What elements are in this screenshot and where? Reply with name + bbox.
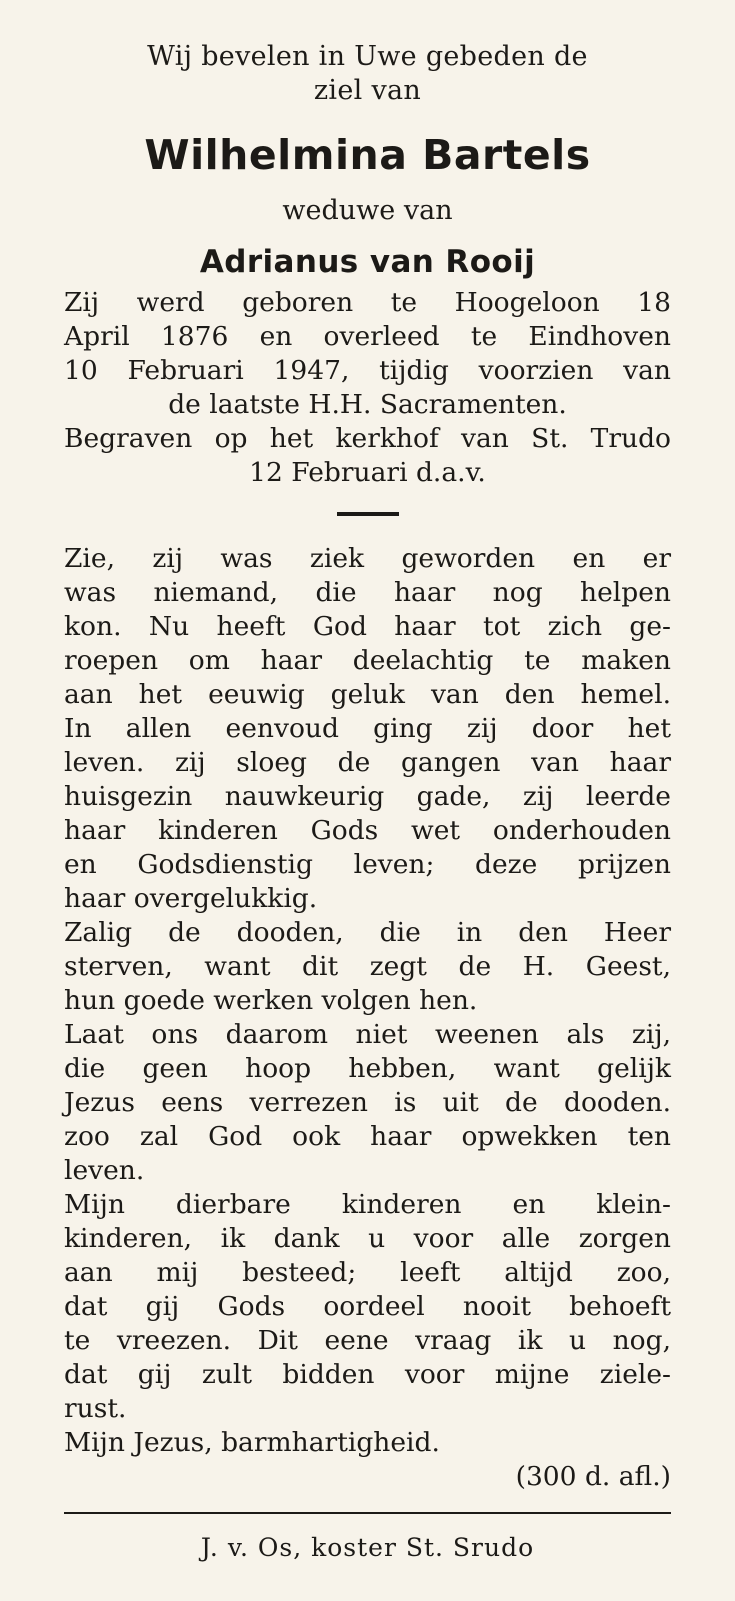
deceased-name: Wilhelmina Bartels — [144, 131, 591, 179]
prayer-line: zoo zal God ook haar opwekken ten — [64, 1121, 671, 1152]
prayer-line: was niemand, die haar nog helpen — [64, 577, 671, 608]
bio-line: 12 Februari d.a.v. — [249, 457, 486, 488]
intro-text — [64, 40, 671, 108]
bio-line: April 1876 en overleed te Eindhoven — [64, 321, 671, 352]
prayer-line: sterven, want dit zegt de H. Geest, — [64, 951, 671, 982]
prayer-line: Zalig de dooden, die in den Heer — [64, 917, 671, 948]
bio-line: Begraven op het kerkhof van St. Trudo — [64, 423, 671, 454]
prayer-line: kinderen, ik dank u voor alle zorgen — [64, 1223, 671, 1254]
prayer-line: die geen hoop hebben, want gelijk — [64, 1053, 671, 1084]
prayer-line: Jezus eens verrezen is uit de dooden. — [64, 1087, 671, 1118]
prayer-line: aan het eeuwig geluk van den hemel. — [64, 679, 671, 710]
prayer-line: dat gij zult bidden voor mijne ziele- — [64, 1359, 671, 1390]
husband-name: Adrianus van Rooij — [199, 244, 536, 280]
prayer-line: Mijn dierbare kinderen en klein- — [64, 1189, 671, 1220]
prayer-line: In allen eenvoud ging zij door het — [64, 713, 671, 744]
divider-long — [64, 1512, 671, 1514]
prayer-line: rust. — [64, 1393, 127, 1424]
bio-line: 10 Februari 1947, tijdig voorzien van — [64, 355, 671, 386]
widow-label: weduwe van — [282, 195, 453, 226]
prayer-line: roepen om haar deelachtig te maken — [64, 645, 671, 676]
bio-line: Zij werd geboren te Hoogeloon 18 — [64, 287, 671, 318]
prayer-line: Zie, zij was ziek geworden en er — [64, 543, 671, 574]
prayer-line: dat gij Gods oordeel nooit behoeft — [64, 1291, 671, 1322]
prayer-line: haar overgelukkig. — [64, 883, 318, 914]
intro-line: ziel van — [313, 75, 422, 106]
prayer-line: aan mij besteed; leeft altijd zoo, — [64, 1257, 671, 1288]
prayer-line: leven. zij sloeg de gangen van haar — [64, 747, 671, 778]
divider-short — [337, 512, 399, 516]
prayer-line: Laat ons daarom niet weenen als zij, — [64, 1019, 671, 1050]
prayer-line: huisgezin nauwkeurig gade, zij leerde — [64, 781, 671, 812]
prayer-line: leven. — [64, 1155, 145, 1186]
prayer-line: (300 d. afl.) — [515, 1461, 671, 1492]
prayer-line: en Godsdienstig leven; deze prijzen — [64, 849, 671, 880]
bio-line: de laatste H.H. Sacramenten. — [168, 389, 567, 420]
biography — [64, 286, 671, 490]
prayer-line: hun goede werken volgen hen. — [64, 985, 478, 1016]
prayer-line: Mijn Jezus, barmhartigheid. — [64, 1427, 440, 1458]
prayer-line: te vreezen. Dit eene vraag ik u nog, — [64, 1325, 671, 1356]
prayer-line: haar kinderen Gods wet onderhouden — [64, 815, 671, 846]
prayer-line: kon. Nu heeft God haar tot zich ge- — [64, 611, 671, 642]
intro-line: Wij bevelen in Uwe gebeden de — [147, 41, 588, 72]
printer-credit: J. v. Os, koster St. Srudo — [200, 1533, 535, 1562]
prayer-text — [64, 542, 671, 1494]
